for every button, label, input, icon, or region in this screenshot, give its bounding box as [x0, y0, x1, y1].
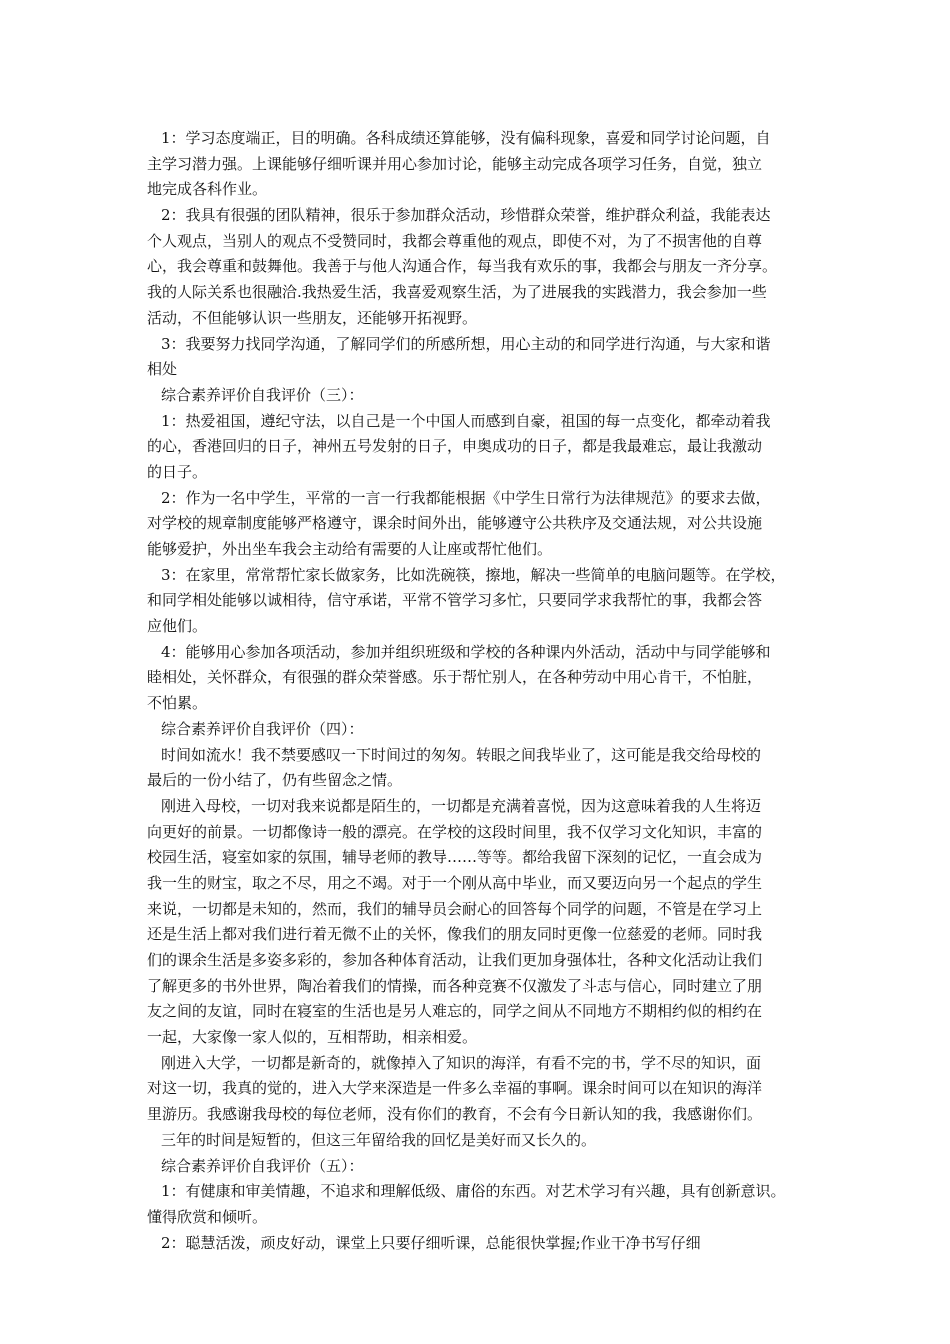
text-line: 校园生活，寝室如家的氛围，辅导老师的教导……等等。都给我留下深刻的记忆，一直会成为	[147, 848, 763, 867]
text-line: 最后的一份小结了，仍有些留念之情。	[147, 771, 403, 790]
text-line: 来说，一切都是未知的，然而，我们的辅导员会耐心的回答每个同学的问题，不管是在学习上	[147, 899, 763, 918]
text-line: 三年的时间是短暂的，但这三年留给我的回忆是美好而又长久的。	[161, 1130, 597, 1149]
text-line: 了解更多的书外世界，陶冶着我们的情操，而各种竞赛不仅激发了斗志与信心，同时建立了朋	[147, 976, 763, 995]
text-line: 的日子。	[147, 462, 208, 481]
text-line: 一起，大家像一家人似的，互相帮助，相亲相爱。	[147, 1028, 478, 1047]
text-line: 能够爱护，外出坐车我会主动给有需要的人让座或帮忙他们。	[147, 540, 553, 558]
text-line: 对这一切，我真的觉的，进入大学来深造是一件多么幸福的事啊。课余时间可以在知识的海洋	[147, 1079, 763, 1098]
text-line: 主学习潜力强。上课能够仔细听课并用心参加讨论，能够主动完成各项学习任务，自觉，独立	[147, 154, 763, 173]
text-line: 3：我要努力找同学沟通，了解同学们的所感所想，用心主动的和同学进行沟通，与大家和谐	[161, 334, 771, 353]
text-line: 时间如流水！我不禁要感叹一下时间过的匆匆。转眼之间我毕业了，这可能是我交给母校的	[161, 745, 762, 764]
text-line: 友之间的友谊，同时在寝室的生活也是另人难忘的，同学之间从不同地方不期相约似的相约在	[147, 1002, 763, 1021]
text-line: 综合素养评价自我评价（四）：	[161, 719, 364, 738]
text-line: 刚进入母校，一切对我来说都是陌生的，一切都是充满着喜悦，因为这意味着我的人生将迈	[161, 796, 762, 815]
text-line: 4：能够用心参加各项活动，参加并组织班级和学校的各种课内外活动，活动中与同学能够和	[161, 642, 771, 661]
text-line: 2：作为一名中学生，平常的一言一行我都能根据《中学生日常行为法律规范》的要求去做，	[161, 488, 771, 507]
text-line: 刚进入大学，一切都是新奇的，就像掉入了知识的海洋，有看不完的书，学不尽的知识，面	[161, 1053, 762, 1072]
text-line: 还是生活上都对我们进行着无微不止的关怀，像我们的朋友同时更像一位慈爱的老师。同时我	[147, 925, 763, 944]
text-line: 对学校的规章制度能够严格遵守，课余时间外出，能够遵守公共秩序及交通法规，对公共设施	[147, 514, 763, 533]
text-line: 们的课余生活是多姿多彩的，参加各种体育活动，让我们更加身强体壮，各种文化活动让我们	[147, 951, 763, 969]
text-line: 懂得欣赏和倾听。	[147, 1207, 268, 1226]
text-line: 我一生的财宝，取之不尽，用之不竭。对于一个刚从高中毕业，而又要迈向另一个起点的学生	[147, 873, 763, 892]
text-line: 我的人际关系也很融洽.我热爱生活，我喜爱观察生活，为了进展我的实践潜力，我会参加一些	[147, 283, 767, 302]
text-line: 里游历。我感谢我母校的每位老师，没有你们的教育，不会有今日新认知的我，我感谢你们。	[147, 1105, 763, 1124]
document-body	[147, 126, 815, 1256]
text-line: 1：热爱祖国，遵纪守法，以自己是一个中国人而感到自豪，祖国的每一点变化，都牵动着我	[161, 411, 771, 430]
text-line: 相处	[147, 360, 178, 379]
text-line: 睦相处，关怀群众，有很强的群众荣誉感。乐于帮忙别人，在各种劳动中用心肯干，不怕脏，	[147, 668, 763, 687]
text-line: 和同学相处能够以诚相待，信守承诺，平常不管学习多忙，只要同学求我帮忙的事，我都会答	[147, 591, 763, 610]
text-line: 地完成各科作业。	[147, 180, 268, 199]
text-line: 1：学习态度端正，目的明确。各科成绩还算能够，没有偏科现象，喜爱和同学讨论问题，自	[161, 129, 771, 147]
text-line: 2：我具有很强的团队精神，很乐于参加群众活动，珍惜群众荣誉，维护群众利益，我能表达	[161, 206, 771, 225]
text-line: 不怕累。	[147, 694, 208, 713]
text-line: 的心，香港回归的日子，神州五号发射的日子，申奥成功的日子，都是我最难忘，最让我激动	[147, 437, 763, 456]
text-line: 个人观点，当别人的观点不受赞同时，我都会尊重他的观点，即使不对，为了不损害他的自尊	[147, 231, 763, 250]
text-line: 向更好的前景。一切都像诗一般的漂亮。在学校的这段时间里，我不仅学习文化知识，丰富的	[147, 822, 763, 841]
text-line: 综合素养评价自我评价（三）：	[161, 385, 364, 404]
text-line: 2：聪慧活泼，顽皮好动，课堂上只要仔细听课，总能很快掌握;作业干净书写仔细	[161, 1233, 701, 1252]
text-line: 应他们。	[147, 617, 208, 636]
text-line: 心，我会尊重和鼓舞他。我善于与他人沟通合作，每当我有欢乐的事，我都会与朋友一齐分享。	[147, 257, 778, 276]
text-line: 3：在家里，常常帮忙家长做家务，比如洗碗筷，擦地，解决一些简单的电脑问题等。在学校，	[161, 565, 786, 584]
text-line: 1：有健康和审美情趣，不追求和理解低级、庸俗的东西。对艺术学习有兴趣，具有创新意识。	[161, 1182, 786, 1201]
text-line: 综合素养评价自我评价（五）：	[161, 1156, 364, 1175]
text-line: 活动，不但能够认识一些朋友，还能够开拓视野。	[147, 308, 478, 327]
